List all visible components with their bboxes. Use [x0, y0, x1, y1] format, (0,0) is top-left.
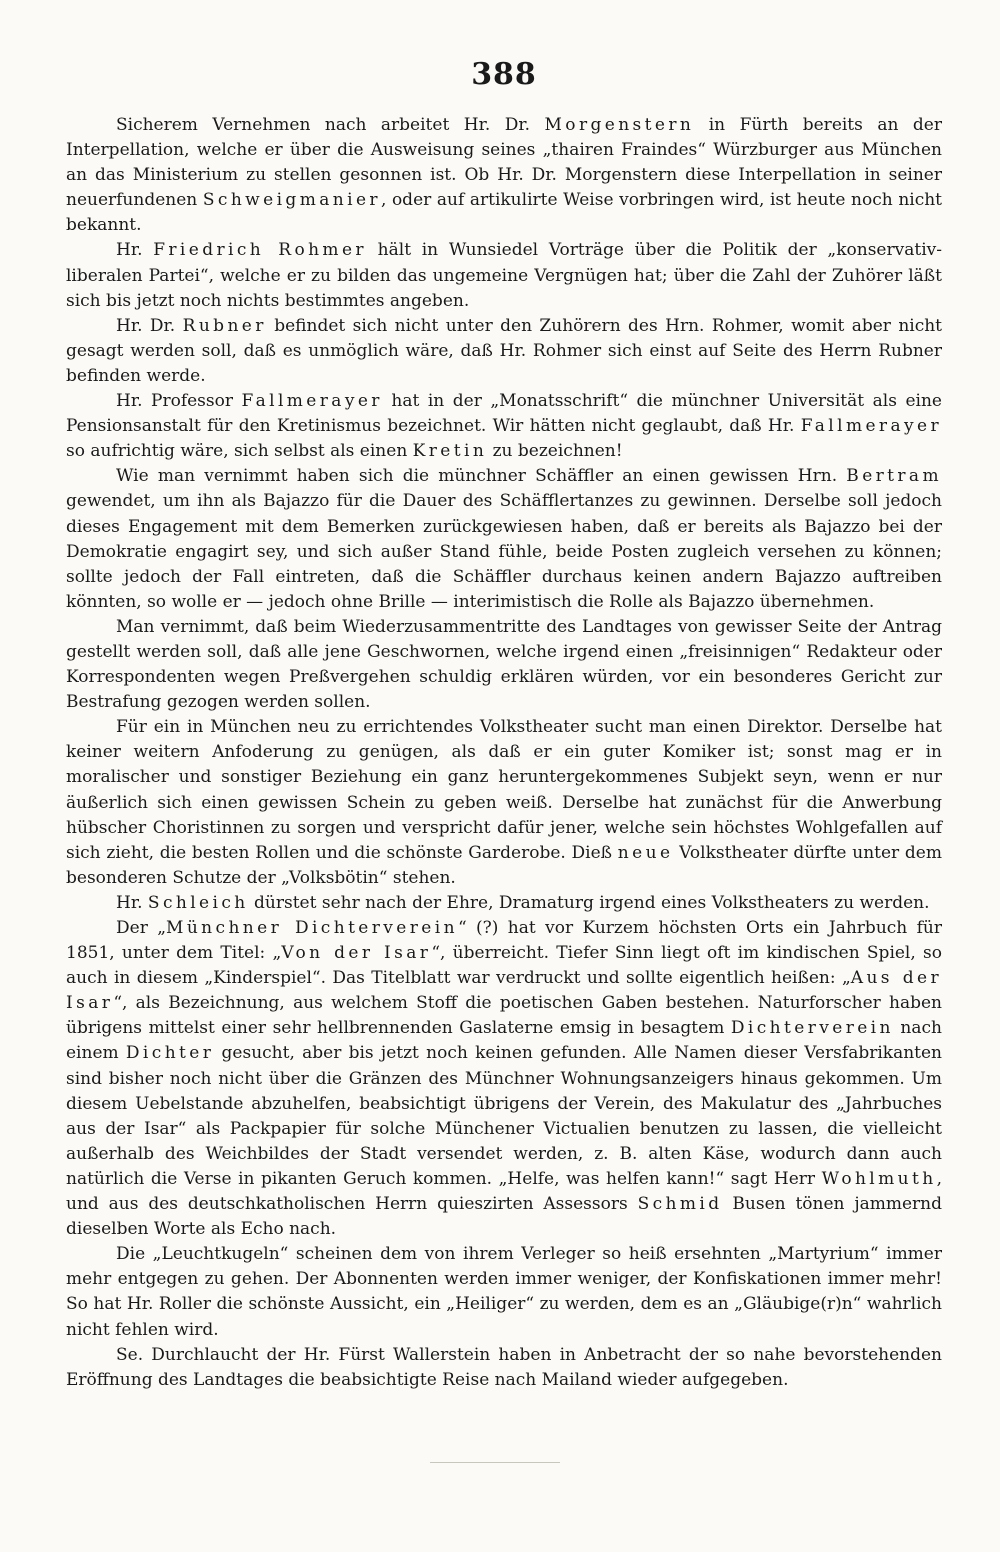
text-run: so aufrichtig wäre, sich selbst als einen — [66, 441, 413, 462]
paragraph — [66, 1343, 942, 1393]
text-run: nach einem — [66, 1018, 942, 1064]
paragraph — [66, 464, 942, 615]
page-number: 388 — [471, 57, 537, 92]
article-body — [66, 113, 942, 1393]
text-run: gewendet, um ihn als Bajazzo für die Dauer des Schäfflertanzes zu gewinnen. Derselbe soll jedoch dieses Engagement mit dem Bemerken zurückgewiesen haben, daß er bereits als Bajazzo bei der Demokratie engagirt sey, und sich außer Stand fühle, beide Posten zugleich versehen zu können; sollte jedoch der Fall eintreten, daß die Schäffler durchaus keinen andern Bajazzo auftreiben könnten, so wolle er — jedoch ohne Brille — interimistisch die Rolle als Bajazzo übernehmen. — [66, 491, 942, 612]
spaced-name: Fallmerayer — [241, 391, 383, 412]
paragraph — [66, 715, 942, 891]
text-run: Volkstheater dürfte unter dem besonderen Schutze der „Volksbötin“ stehen. — [66, 842, 942, 888]
text-run: Für ein in München neu zu errichtendes Volkstheater sucht man einen Direktor. Derselbe hat keiner weitern Anfoderung zu genügen, als daß er ein guter Komiker ist; sonst mag er in moralischer und sonstiger Beziehung ein ganz heruntergekommenes Subjekt seyn, wenn er nur äußerlich sich einen gewissen Schein zu geben weiß. Derselbe hat zunächst für die Anwerbung hübscher Choristinnen zu sorgen und verspricht dafür jener, welche sein höchstes Wohlgefallen auf sich zieht, die besten Rollen und die schönste Garderobe. Dieß — [66, 717, 942, 863]
text-run: “ (?) hat vor Kurzem höchsten Orts ein Jahrbuch für 1851, unter dem Titel: „ — [66, 918, 943, 964]
text-run: gesucht, aber bis jetzt noch keinen gefunden. Alle Namen dieser Versfabrikanten sind bisher noch nicht über die Gränzen des Münchner Wohnungsanzeigers hinaus gekommen. Um diesem Uebelstande abzuhelfen, beabsichtigt übrigens der Verein, des Makulatur des „Jahrbuches aus der Isar“ als Packpapier für solche Münchener Victualien benutzen zu lassen, die vielleicht außerhalb des Weichbildes der Stadt versendet werden, z. B. alten Käse, wodurch dann auch natürlich die Verse in pikanten Geruch kommen. „Helfe, was helfen kann!“ sagt Herr — [66, 1043, 943, 1189]
paragraph — [66, 891, 942, 916]
bleed-through-rule — [430, 1462, 560, 1463]
spaced-name: Wohlmuth — [821, 1168, 937, 1189]
spaced-name: Friedrich Rohmer — [153, 240, 367, 261]
text-run: Hr. Professor — [116, 391, 242, 412]
spaced-name: Schweigmanier — [202, 190, 381, 211]
text-run: Die „Leuchtkugeln“ scheinen dem von ihrem Verleger so heiß ersehnten „Martyrium“ immer mehr entgegen zu gehen. Der Abonnenten werden immer weniger, der Konfiskationen immer mehr! So hat Hr. Roller die schönste Aussicht, ein „Heiliger“ zu werden, dem es an „Gläubige(r)n“ wahrlich nicht fehlen wird. — [66, 1244, 942, 1340]
text-run: Se. Durchlaucht der Hr. Fürst Wallerstein haben in Anbetracht der so nahe bevorstehenden Eröffnung des Landtages die beabsichtigte Reise nach Mailand wieder aufgegeben. — [66, 1344, 942, 1390]
paragraph — [66, 238, 942, 313]
text-run: “, überreicht. Tiefer Sinn liegt oft im kindischen Spiel, so auch in diesem „Kinderspiel“. Das Titelblatt war verdruckt und sollte eigentlich heißen: „ — [66, 943, 942, 989]
text-run: Busen tönen jammernd dieselben Worte als Echo nach. — [66, 1194, 943, 1240]
text-run: , und aus des deutschkatholischen Herrn quieszirten Assessors — [66, 1168, 942, 1215]
text-run: dürstet sehr nach der Ehre, Dramaturg irgend eines Volkstheaters zu werden. — [248, 892, 930, 913]
paragraph — [66, 916, 942, 1242]
text-run: Wie man vernimmt haben sich die münchner Schäffler an einen gewissen Hrn. — [116, 466, 847, 487]
spaced-name: Schmid — [637, 1194, 723, 1215]
paragraph — [66, 314, 942, 389]
spaced-name: Fallmerayer — [800, 416, 942, 437]
spaced-name: neue — [617, 842, 674, 863]
spaced-name: Aus der Isar — [66, 968, 942, 1014]
text-run: “, als Bezeichnung, aus welchem Stoff die poetischen Gaben bestehen. Naturforscher haben übrigens mittelst einer sehr hellbrennenden Gaslaterne emsig in besagtem — [66, 993, 942, 1039]
paragraph — [66, 113, 942, 238]
spaced-name: Schleich — [147, 892, 249, 913]
spaced-name: Rubner — [182, 315, 267, 336]
paragraph — [66, 389, 942, 464]
text-run: Hr. Dr. — [116, 315, 183, 336]
text-run: Hr. — [116, 240, 154, 261]
spaced-name: Kretin — [412, 441, 488, 462]
paragraph — [66, 615, 942, 715]
spaced-name: Münchner Dichterverein — [166, 918, 458, 938]
spaced-name: Bertram — [846, 466, 942, 487]
text-run: zu bezeichnen! — [487, 441, 623, 462]
text-run: hält in Wunsiedel Vorträge über die Politik der „konservativ-liberalen Partei“, welche er zu bilden das ungemeine Vergnügen hat; über die Zahl der Zuhörer läßt sich bis jetzt noch nichts bestimmtes angeben. — [66, 240, 942, 311]
text-run: Man vernimmt, daß beim Wiederzusammentritte des Landtages von gewisser Seite der Antrag gestellt werden soll, daß alle jene Geschwornen, welche irgend einen „freisinnigen“ Redakteur oder Korrespondenten wegen Preßvergehen schuldig erklären würden, vor ein besonderes Gericht zur Bestrafung gezogen werden sollen. — [66, 616, 942, 713]
spaced-name: Morgenstern — [544, 115, 695, 135]
text-run: hat in der „Monatsschrift“ die münchner Universität als eine Pensionsanstalt für den Kretinismus bezeichnet. Wir hätten nicht geglaubt, daß Hr. — [66, 391, 942, 437]
spaced-name: Von der Isar — [281, 943, 432, 964]
text-run: in Fürth bereits an der Interpellation, welche er über die Ausweisung seines „thairen Fraindes“ Würzburger aus München an das Ministerium zu stellen gesonnen ist. Ob Hr. Dr. Morgenstern diese Interpellation in seiner neuerfundenen — [66, 115, 942, 211]
spaced-name: Dichterverein — [730, 1018, 894, 1039]
text-run: , oder auf artikulirte Weise vorbringen wird, ist heute noch nicht bekannt. — [66, 190, 943, 236]
text-run: befindet sich nicht unter den Zuhörern des Hrn. Rohmer, womit aber nicht gesagt werden soll, daß es unmöglich wäre, daß Hr. Rohmer sich einst auf Seite des Herrn Rubner befinden werde. — [66, 315, 943, 386]
text-run: Sicherem Vernehmen nach arbeitet Hr. Dr. — [116, 115, 545, 135]
spaced-name: Dichter — [125, 1043, 215, 1064]
text-run: Hr. — [116, 892, 148, 913]
paragraph — [66, 1242, 942, 1342]
text-run: Der „ — [116, 918, 167, 938]
